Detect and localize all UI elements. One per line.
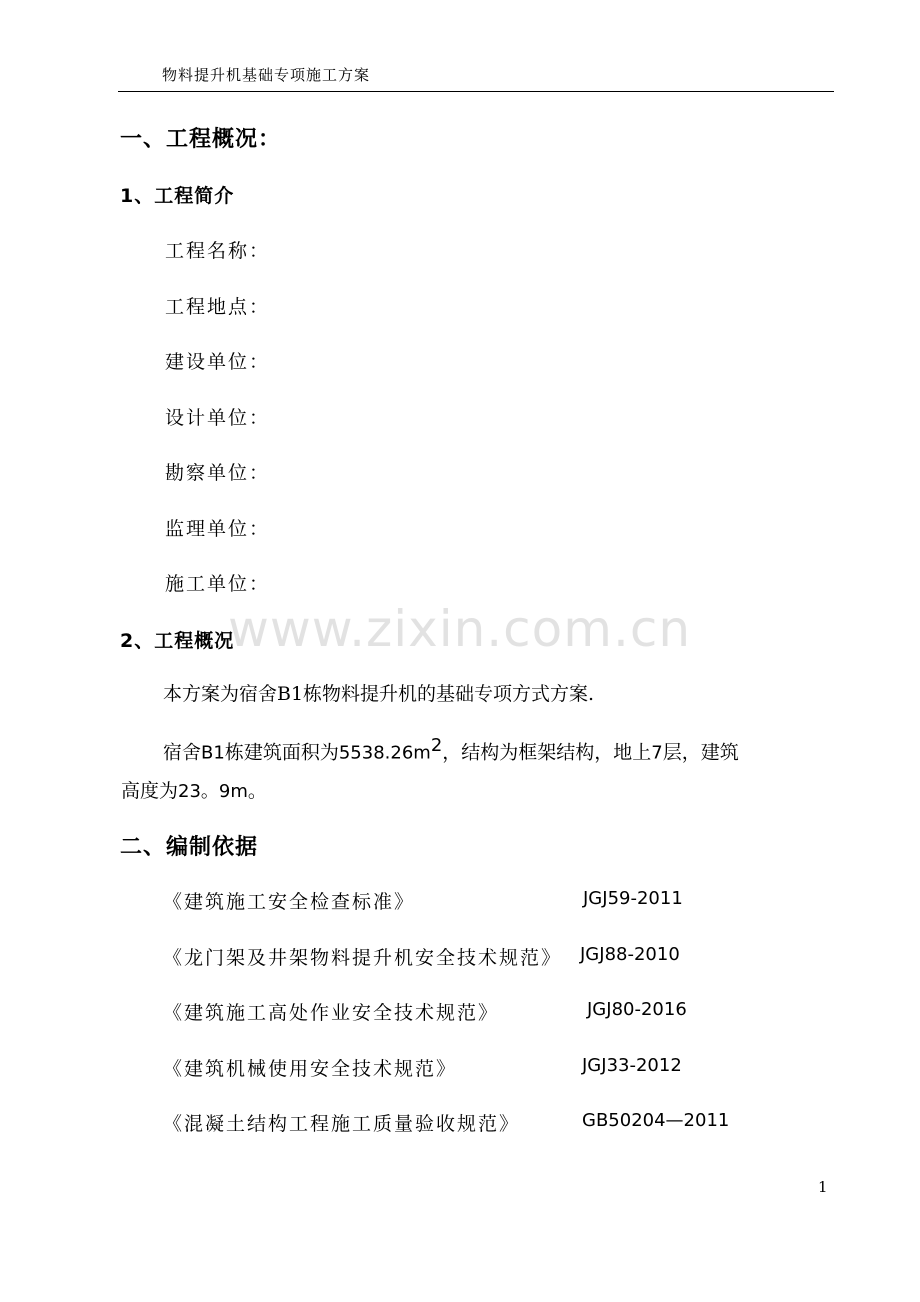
reference-code-3: JGJ80-2016 — [587, 999, 687, 1020]
section-1-heading: 一、工程概况： — [120, 127, 282, 152]
document-header-title: 物料提升机基础专项施工方案 — [162, 66, 371, 84]
para2-area: 5538.26m — [338, 742, 431, 764]
field-supervision-unit: 监理单位： — [165, 518, 271, 540]
para2-height: 23。9m — [178, 781, 248, 802]
reference-title-5: 《混凝土结构工程施工质量验收规范》 — [163, 1113, 521, 1135]
field-construction-unit: 建设单位： — [165, 351, 271, 373]
field-design-unit: 设计单位： — [165, 407, 271, 429]
reference-title-1: 《建筑施工安全检查标准》 — [163, 891, 416, 913]
field-survey-unit: 勘察单位： — [165, 462, 271, 484]
field-contractor-unit: 施工单位： — [165, 573, 271, 595]
page-number: 1 — [818, 1178, 828, 1196]
reference-code-1: JGJ59-2011 — [583, 888, 683, 909]
field-project-location: 工程地点： — [165, 296, 271, 318]
para2-after-area: ，结构为框架结构，地上 — [442, 741, 652, 764]
reference-title-2: 《龙门架及井架物料提升机安全技术规范》 — [163, 947, 563, 969]
overview-paragraph-2-line-2 — [121, 776, 267, 803]
para2-building-code: B1 — [201, 742, 225, 764]
reference-title-4: 《建筑机械使用安全技术规范》 — [163, 1058, 458, 1080]
site-watermark: www.zixin.com.cn — [228, 600, 692, 658]
section-2-heading: 二、编制依据 — [120, 835, 259, 860]
para2-prefix: 宿舍 — [163, 741, 202, 764]
subsection-1-heading: 1、工程简介 — [120, 185, 235, 207]
overview-paragraph-1: 本方案为宿舍B1栋物料提升机的基础专项方式方案. — [163, 683, 595, 705]
header-divider — [118, 91, 834, 92]
subsection-2-heading: 2、工程概况 — [120, 630, 235, 652]
reference-code-2: JGJ88-2010 — [580, 944, 680, 965]
para2-middle: 栋建筑面积为 — [224, 741, 339, 764]
para2-floors: 7 — [651, 742, 663, 764]
para2-line2-prefix: 高度为 — [121, 780, 179, 802]
reference-code-4: JGJ33-2012 — [582, 1055, 682, 1076]
reference-title-3: 《建筑施工高处作业安全技术规范》 — [163, 1002, 500, 1024]
field-project-name: 工程名称： — [165, 240, 271, 262]
overview-paragraph-2-line-1 — [163, 735, 739, 764]
para2-line2-end: 。 — [247, 780, 267, 802]
para2-after-floors: 层，建筑 — [662, 741, 739, 764]
para2-area-superscript: 2 — [430, 735, 443, 756]
reference-code-5: GB50204—2011 — [582, 1110, 730, 1131]
